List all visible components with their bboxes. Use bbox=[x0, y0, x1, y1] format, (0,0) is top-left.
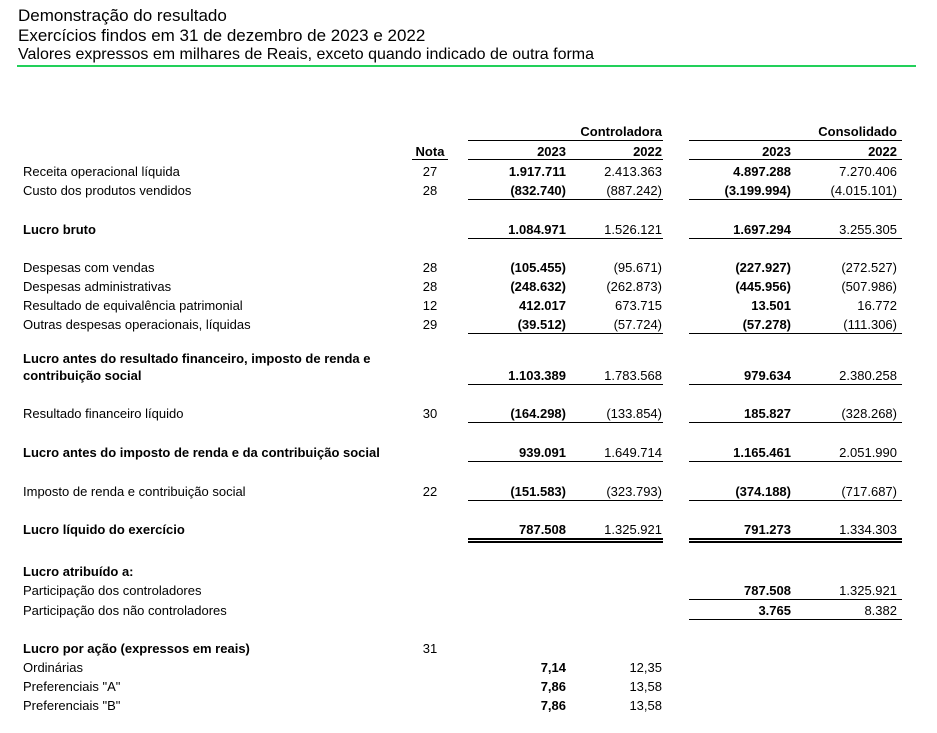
row-label-outras: Outras despesas operacionais, líquidas bbox=[23, 317, 251, 332]
value-desp-adm-ctrl-2022: (262.873) bbox=[606, 279, 662, 294]
financeiro-rule-ctrl bbox=[468, 422, 663, 423]
value-outras-cons-2023: (57.278) bbox=[742, 317, 791, 332]
col-2023-controladora: 2023 bbox=[537, 144, 566, 159]
value-desp-adm-ctrl-2023: (248.632) bbox=[510, 279, 566, 294]
value-financeiro-ctrl-2023: (164.298) bbox=[510, 406, 566, 421]
lucro-liquido-double-rule-ctrl-2 bbox=[468, 541, 663, 543]
value-lucro-bruto-ctrl-2022: 1.526.121 bbox=[604, 222, 662, 237]
value-ir-ctrl-2023: (151.583) bbox=[510, 484, 566, 499]
value-lair-ctrl-2023: 939.091 bbox=[519, 445, 566, 460]
lucro-bruto-rule-cons bbox=[689, 238, 902, 239]
value-lucro-liquido-ctrl-2022: 1.325.921 bbox=[604, 522, 662, 537]
nota-header-rule bbox=[412, 159, 448, 160]
lucro-liquido-double-rule-ctrl-1 bbox=[468, 538, 663, 540]
value-outras-ctrl-2023: (39.512) bbox=[517, 317, 566, 332]
value-desp-vendas-cons-2023: (227.927) bbox=[735, 260, 791, 275]
row-label-lpa: Lucro por ação (expressos em reais) bbox=[23, 641, 250, 656]
value-lair-fin-ctrl-2022: 1.783.568 bbox=[604, 368, 662, 383]
row-nota-receita: 27 bbox=[422, 164, 438, 179]
lucro-liquido-double-rule-cons-2 bbox=[689, 541, 902, 543]
value-desp-vendas-ctrl-2022: (95.671) bbox=[613, 260, 662, 275]
currency-note: Valores expressos em milhares de Reais, exceto quando indicado de outra forma bbox=[18, 46, 595, 63]
value-nao-controladores-cons-2022: 8.382 bbox=[864, 603, 897, 618]
row-label-lucro-bruto: Lucro bruto bbox=[23, 222, 96, 237]
ir-rule-ctrl bbox=[468, 500, 663, 501]
value-lair-fin-cons-2022: 2.380.258 bbox=[839, 368, 897, 383]
row-label-ordinarias: Ordinárias bbox=[23, 660, 83, 675]
outras-rule-ctrl bbox=[468, 333, 663, 334]
row-nota-custo: 28 bbox=[422, 183, 438, 198]
value-outras-cons-2022: (111.306) bbox=[843, 317, 897, 332]
row-label-equivalencia: Resultado de equivalência patrimonial bbox=[23, 298, 243, 313]
value-controladores-cons-2022: 1.325.921 bbox=[839, 583, 897, 598]
year-rule-controladora bbox=[468, 159, 663, 160]
row-nota-outras: 29 bbox=[422, 317, 438, 332]
row-label-financeiro: Resultado financeiro líquido bbox=[23, 406, 184, 421]
row-label-atribuido: Lucro atribuído a: bbox=[23, 564, 134, 579]
lucro-liquido-double-rule-cons-1 bbox=[689, 538, 902, 540]
value-receita-cons-2022: 7.270.406 bbox=[839, 164, 897, 179]
value-lair-cons-2023: 1.165.461 bbox=[733, 445, 791, 460]
row-label-lucro-liquido: Lucro líquido do exercício bbox=[23, 522, 185, 537]
value-custo-cons-2022: (4.015.101) bbox=[830, 183, 897, 198]
lair-fin-rule-ctrl bbox=[468, 384, 663, 385]
value-pref-a-ctrl-2023: 7,86 bbox=[540, 679, 566, 694]
value-receita-ctrl-2022: 2.413.363 bbox=[604, 164, 662, 179]
value-lair-ctrl-2022: 1.649.714 bbox=[604, 445, 662, 460]
value-lair-fin-ctrl-2023: 1.103.389 bbox=[508, 368, 566, 383]
row-nota-financeiro: 30 bbox=[422, 406, 438, 421]
value-nao-controladores-cons-2023: 3.765 bbox=[758, 603, 791, 618]
page-title: Demonstração do resultado bbox=[18, 6, 227, 25]
controladora-header: Controladora bbox=[580, 124, 662, 139]
value-lucro-liquido-ctrl-2023: 787.508 bbox=[519, 522, 566, 537]
value-lucro-liquido-cons-2023: 791.273 bbox=[744, 522, 791, 537]
value-desp-vendas-ctrl-2023: (105.455) bbox=[510, 260, 566, 275]
row-label-ir: Imposto de renda e contribuição social bbox=[23, 484, 246, 499]
row-label-receita: Receita operacional líquida bbox=[23, 164, 180, 179]
col-2022-controladora: 2022 bbox=[633, 144, 662, 159]
year-rule-consolidado bbox=[689, 159, 902, 160]
financeiro-rule-cons bbox=[689, 422, 902, 423]
value-lucro-bruto-ctrl-2023: 1.084.971 bbox=[508, 222, 566, 237]
subtotal-rule-ctrl bbox=[468, 199, 663, 200]
col-2023-consolidado: 2023 bbox=[762, 144, 791, 159]
value-equivalencia-ctrl-2023: 412.017 bbox=[519, 298, 566, 313]
value-ordinarias-ctrl-2022: 12,35 bbox=[629, 660, 662, 675]
row-nota-desp-vendas: 28 bbox=[422, 260, 438, 275]
consolidado-header: Consolidado bbox=[818, 124, 897, 139]
row-label-custo: Custo dos produtos vendidos bbox=[23, 183, 192, 198]
nota-header: Nota bbox=[415, 144, 445, 159]
header-divider bbox=[17, 65, 916, 67]
row-label-controladores: Participação dos controladores bbox=[23, 583, 202, 598]
value-receita-ctrl-2023: 1.917.711 bbox=[508, 164, 566, 179]
controladores-rule bbox=[689, 599, 902, 600]
row-label-desp-adm: Despesas administrativas bbox=[23, 279, 172, 294]
value-ir-cons-2023: (374.188) bbox=[735, 484, 791, 499]
ir-rule-cons bbox=[689, 500, 902, 501]
outras-rule-cons bbox=[689, 333, 902, 334]
value-desp-adm-cons-2023: (445.956) bbox=[735, 279, 791, 294]
value-receita-cons-2023: 4.897.288 bbox=[733, 164, 791, 179]
consolidado-header-rule bbox=[689, 140, 902, 141]
row-label-lair: Lucro antes do imposto de renda e da contribuição social bbox=[23, 445, 380, 460]
value-outras-ctrl-2022: (57.724) bbox=[613, 317, 662, 332]
row-label-desp-vendas: Despesas com vendas bbox=[23, 260, 155, 275]
value-pref-b-ctrl-2022: 13,58 bbox=[629, 698, 662, 713]
row-label-lair-fin-line1: Lucro antes do resultado financeiro, imposto de renda e bbox=[23, 351, 371, 366]
value-desp-vendas-cons-2022: (272.527) bbox=[841, 260, 897, 275]
subtotal-rule-cons bbox=[689, 199, 902, 200]
row-label-nao-controladores: Participação dos não controladores bbox=[23, 603, 227, 618]
value-controladores-cons-2023: 787.508 bbox=[744, 583, 791, 598]
row-nota-ir: 22 bbox=[422, 484, 438, 499]
value-pref-b-ctrl-2023: 7,86 bbox=[540, 698, 566, 713]
value-ordinarias-ctrl-2023: 7,14 bbox=[540, 660, 566, 675]
value-financeiro-cons-2023: 185.827 bbox=[744, 406, 791, 421]
value-financeiro-cons-2022: (328.268) bbox=[841, 406, 897, 421]
value-lair-fin-cons-2023: 979.634 bbox=[744, 368, 791, 383]
value-ir-cons-2022: (717.687) bbox=[841, 484, 897, 499]
value-lucro-liquido-cons-2022: 1.334.303 bbox=[839, 522, 897, 537]
value-equivalencia-cons-2022: 16.772 bbox=[857, 298, 897, 313]
lair-fin-rule-cons bbox=[689, 384, 902, 385]
value-lucro-bruto-cons-2022: 3.255.305 bbox=[839, 222, 897, 237]
lair-rule-cons bbox=[689, 461, 902, 462]
row-label-pref-b: Preferenciais "B" bbox=[23, 698, 121, 713]
value-financeiro-ctrl-2022: (133.854) bbox=[606, 406, 662, 421]
value-equivalencia-ctrl-2022: 673.715 bbox=[615, 298, 662, 313]
value-custo-ctrl-2023: (832.740) bbox=[510, 183, 566, 198]
lair-rule-ctrl bbox=[468, 461, 663, 462]
value-pref-a-ctrl-2022: 13,58 bbox=[629, 679, 662, 694]
value-desp-adm-cons-2022: (507.986) bbox=[841, 279, 897, 294]
row-label-lair-fin-line2: contribuição social bbox=[23, 368, 142, 383]
nao-controladores-rule bbox=[689, 619, 902, 620]
row-nota-equivalencia: 12 bbox=[422, 298, 438, 313]
controladora-header-rule bbox=[468, 140, 663, 141]
period-subtitle: Exercícios findos em 31 de dezembro de 2023 e 2022 bbox=[18, 26, 426, 45]
value-ir-ctrl-2022: (323.793) bbox=[606, 484, 662, 499]
row-nota-desp-adm: 28 bbox=[422, 279, 438, 294]
col-2022-consolidado: 2022 bbox=[868, 144, 897, 159]
value-custo-cons-2023: (3.199.994) bbox=[724, 183, 791, 198]
value-lucro-bruto-cons-2023: 1.697.294 bbox=[733, 222, 791, 237]
row-label-pref-a: Preferenciais "A" bbox=[23, 679, 121, 694]
value-lair-cons-2022: 2.051.990 bbox=[839, 445, 897, 460]
value-custo-ctrl-2022: (887.242) bbox=[606, 183, 662, 198]
lucro-bruto-rule-ctrl bbox=[468, 238, 663, 239]
row-nota-lpa: 31 bbox=[422, 641, 438, 656]
value-equivalencia-cons-2023: 13.501 bbox=[751, 298, 791, 313]
